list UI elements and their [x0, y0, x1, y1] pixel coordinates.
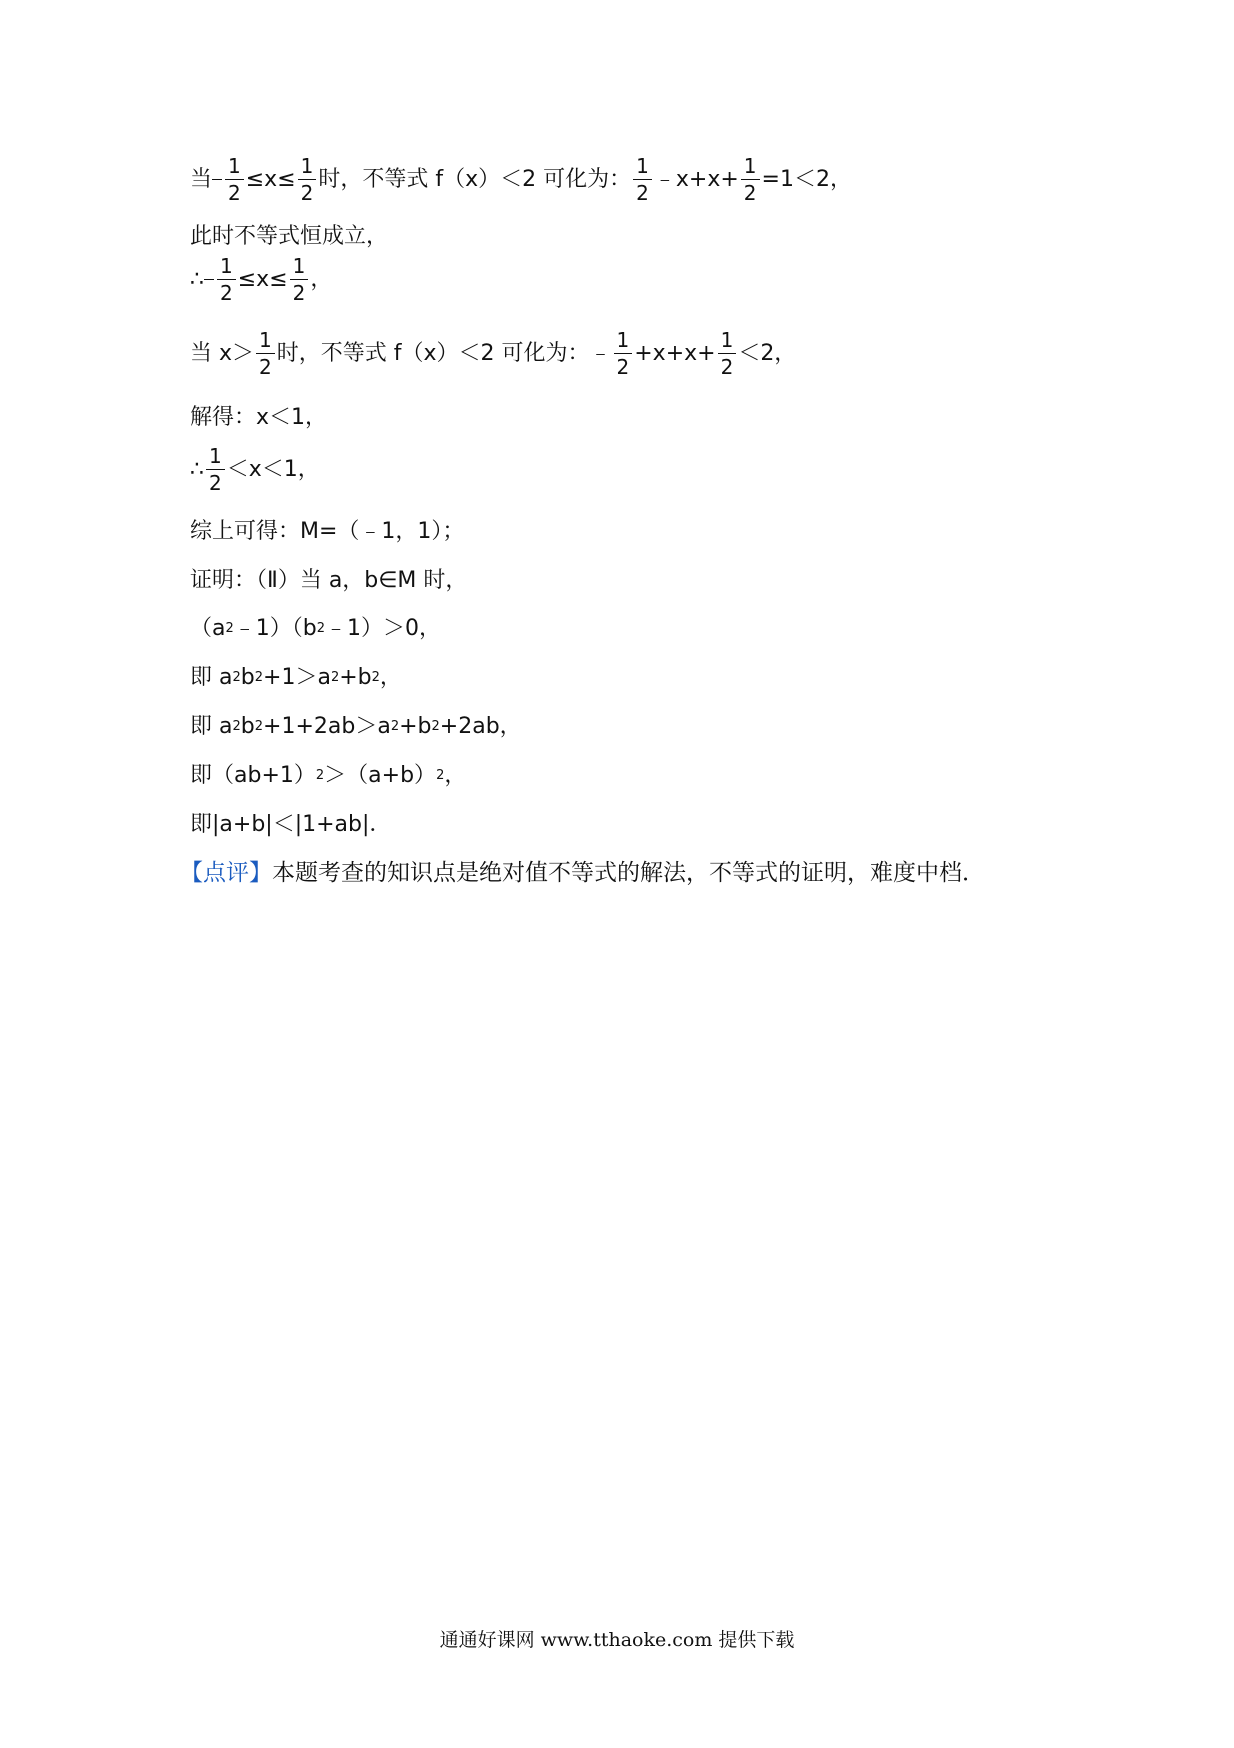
text: +b — [399, 714, 432, 739]
text: 此时不等式恒成立， — [190, 224, 389, 249]
line-solve — [190, 407, 327, 429]
text: ， — [444, 763, 467, 788]
text: 即 a — [190, 714, 233, 739]
denominator: 2 — [718, 353, 737, 377]
numerator: 1 — [259, 328, 272, 352]
line-squares: 即（ab+1） 2 ＞（a+b） 2 ， — [190, 763, 467, 788]
line-therefore-right — [190, 446, 320, 493]
comment-text: 本题考查的知识点是绝对值不等式的解法，不等式的证明，难度中档． — [272, 860, 985, 886]
numerator: 1 — [300, 154, 314, 178]
text: b — [240, 714, 255, 739]
numerator: 1 — [220, 254, 233, 278]
text: 即|a+b|＜|1+ab|． — [190, 812, 392, 837]
text: ∴ — [190, 456, 204, 482]
text: b — [240, 665, 255, 690]
numerator: 1 — [743, 154, 757, 178]
text: ≤x≤ — [245, 166, 296, 192]
text: 即（ab+1） — [190, 763, 316, 788]
minus-sign — [212, 179, 222, 181]
numerator: 1 — [616, 328, 630, 352]
text: ﹣x+x+ — [653, 166, 739, 192]
page-footer: 通通好课网 www.tthaoke.com 提供下载 — [439, 1629, 795, 1651]
text: =1＜2， — [761, 166, 852, 192]
numerator: 1 — [720, 328, 734, 352]
denominator: 2 — [741, 179, 760, 203]
text: +x+x+ — [634, 340, 716, 366]
numerator: 1 — [636, 154, 649, 178]
text: ， — [310, 266, 333, 292]
comment-tag: 【点评】 — [180, 860, 272, 886]
fraction — [290, 256, 309, 303]
fraction — [614, 330, 633, 377]
text: （a — [190, 616, 226, 641]
line-add-2ab: 即 a 2 b 2 +1+2ab＞a 2 +b 2 +2ab， — [190, 714, 522, 739]
denominator: 2 — [206, 469, 225, 493]
text: ＜x＜1， — [226, 456, 320, 482]
denominator: 2 — [217, 279, 236, 303]
negative-fraction — [204, 256, 238, 303]
text: +1+2ab＞a — [263, 714, 391, 739]
line-result — [190, 814, 391, 836]
text: ≤x≤ — [237, 266, 288, 292]
denominator: 2 — [225, 179, 244, 203]
numerator: 1 — [228, 154, 241, 178]
text: ， — [379, 665, 402, 690]
denominator: 2 — [298, 179, 317, 203]
minus-sign — [204, 279, 214, 281]
fraction — [741, 156, 760, 203]
numerator: 1 — [209, 444, 222, 468]
text: 当 x＞ — [190, 340, 255, 366]
fraction — [256, 330, 275, 377]
text: 当 — [190, 166, 213, 192]
line-case-right — [190, 330, 796, 377]
text: +b — [339, 665, 372, 690]
fraction — [225, 156, 244, 203]
text: ﹣1）＞0， — [325, 616, 442, 641]
fraction — [298, 156, 317, 203]
fraction — [217, 256, 236, 303]
text: ＞（a+b） — [324, 763, 437, 788]
text: 解得：x＜1， — [190, 405, 328, 430]
line-expand: 即 a 2 b 2 +1＞a 2 +b 2 ， — [190, 665, 402, 690]
text: 时，不等式 f（x）＜2 可化为：﹣ — [276, 340, 612, 366]
text: 即 a — [190, 665, 233, 690]
line-case-middle — [190, 156, 852, 203]
text: 时，不等式 f（x）＜2 可化为： — [318, 166, 632, 192]
numerator: 1 — [292, 254, 306, 278]
negative-fraction — [212, 156, 246, 203]
denominator: 2 — [290, 279, 309, 303]
fraction — [206, 446, 225, 493]
text: +2ab， — [439, 714, 522, 739]
text: 证明：（Ⅱ）当 a，b∈M 时， — [190, 568, 468, 593]
line-conclusion-m — [190, 521, 464, 543]
line-product-positive: （a 2 ﹣1）（b 2 ﹣1）＞0， — [190, 616, 442, 641]
denominator: 2 — [256, 353, 275, 377]
text: ∴ — [190, 266, 204, 292]
fraction — [718, 330, 737, 377]
text: ﹣1）（b — [233, 616, 317, 641]
denominator: 2 — [614, 353, 633, 377]
fraction — [633, 156, 652, 203]
line-comment — [180, 862, 985, 885]
denominator: 2 — [633, 179, 652, 203]
text: ＜2， — [738, 340, 797, 366]
line-therefore-middle — [190, 256, 332, 303]
text: 综上可得：M=（﹣1，1）； — [190, 519, 465, 544]
line-always-holds — [190, 226, 388, 248]
line-proof-start — [190, 570, 467, 592]
text: +1＞a — [263, 665, 331, 690]
